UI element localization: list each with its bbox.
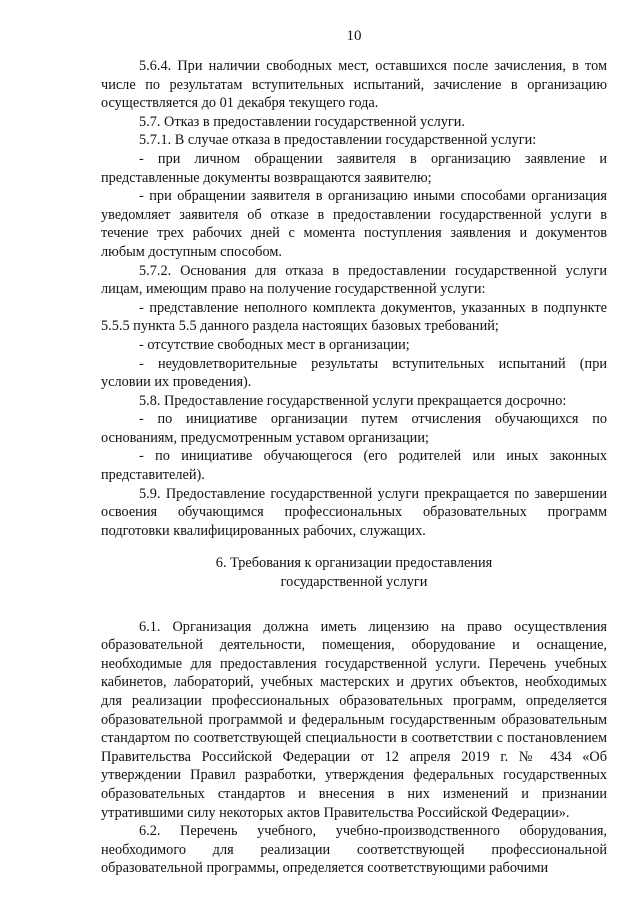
paragraph-5-7-1: 5.7.1. В случае отказа в предоставлении государственной услуги: xyxy=(139,132,537,149)
section-6-heading-line2: государственной услуги xyxy=(280,574,428,591)
paragraph-5-9: 5.9. Предоставление государственной услуги прекращается по завершении освоения обучающимся профессиональных образовательных программ подготовки квалифицированных рабочих, служащих. xyxy=(101,485,607,539)
paragraph-5-7-2: 5.7.2. Основания для отказа в предоставлении государственной услуги лицам, имеющим право на получение государственной услуги: xyxy=(101,262,607,298)
paragraph-6-2: 6.2. Перечень учебного, учебно-производственного оборудования, необходимого для реализации соответствующей профессиональной образовательной программы, определяется соответствующими рабочими xyxy=(101,823,607,877)
page-number: 10 xyxy=(346,28,362,44)
list-item-5-7-2-b: - отсутствие свободных мест в организации; xyxy=(139,336,410,353)
list-item-5-8-a: - по инициативе организации путем отчисления обучающихся по основаниям, предусмотренным уставом организации; xyxy=(101,411,607,446)
list-item-5-7-2-a: - представление неполного комплекта документов, указанных в подпункте 5.5.5 пункта 5.5 данного раздела настоящих базовых требований; xyxy=(101,299,607,335)
paragraph-5-8: 5.8. Предоставление государственной услуги прекращается досрочно: xyxy=(139,392,567,409)
document-body xyxy=(101,57,607,878)
paragraph-5-6-4: 5.6.4. При наличии свободных мест, оставшихся после зачисления, в том числе по результатам вступительных испытаний, зачисление в организацию осуществляется до 01 декабря текущего года. xyxy=(101,58,607,112)
section-6-heading xyxy=(101,554,607,591)
list-item-5-8-b: - по инициативе обучающегося (его родителей или иных законных представителей). xyxy=(101,448,607,484)
paragraph-5-7: 5.7. Отказ в предоставлении государственной услуги. xyxy=(139,113,465,130)
list-item-5-7-1-a: - при личном обращении заявителя в организацию заявление и представленные документы возвращаются заявителю; xyxy=(101,150,607,186)
section-6-heading-line1: 6. Требования к организации предоставления xyxy=(215,555,493,572)
list-item-5-7-1-b: - при обращении заявителя в организацию иными способами организация уведомляет заявителя об отказе в предоставлении государственной услуги в течение трех рабочих дней с момента поступления заявления и документов любым доступным способом. xyxy=(101,188,607,260)
list-item-5-7-2-c: - неудовлетворительные результаты вступительных испытаний (при условии их проведения). xyxy=(101,355,607,391)
paragraph-6-1: 6.1. Организация должна иметь лицензию на право осуществления образовательной деятельности, помещения, оборудование и оснащение, необходимые для предоставления государственной услуги. Перечень учебных кабинетов, лабораторий, учебных мастерских и других объектов, необходимых для реализации профессиональных образовательных программ, определяется образовательной программой и федеральным государственным образовательным стандартом по соответствующей специальности в соответствии с постановлением Правительства Российской Федерации от 12 апреля 2019 г. № 434 «Об утверждении Правил разработки, утверждения федеральных государственных образовательных стандартов и внесения в них изменений и признании утратившими силу некоторых актов Правительства Российской Федерации». xyxy=(101,618,607,821)
